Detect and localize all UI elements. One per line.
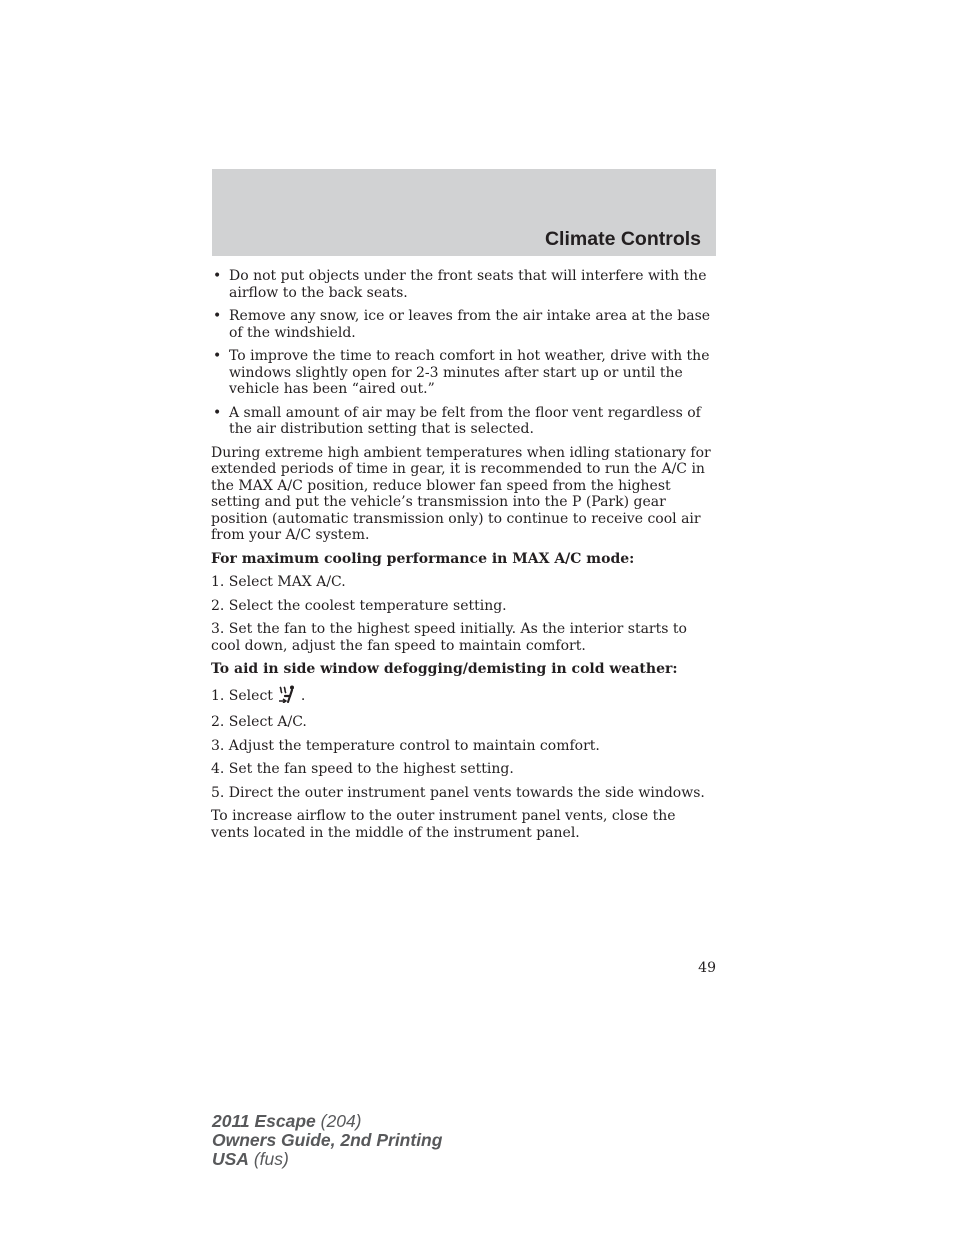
bullet-icon: •: [213, 268, 222, 284]
max-cooling-step: 3. Set the fan to the highest speed initially. As the interior starts to cool down, adjust the fan speed to maintain comfort.: [211, 621, 687, 654]
defog-heading: To aid in side window defogging/demisting in cold weather:: [211, 661, 678, 677]
section-title: Climate Controls: [544, 228, 701, 250]
list-item: • Do not put objects under the front seats that will interfere with the airflow to the back seats.: [213, 268, 707, 301]
bullet-icon: •: [213, 348, 222, 364]
defog-step: 1. Select .: [211, 685, 717, 708]
bullet-icon: •: [213, 308, 222, 324]
defog-step: 5. Direct the outer instrument panel vents towards the side windows.: [211, 784, 705, 801]
footer-line-guide: Owners Guide, 2nd Printing: [212, 1130, 443, 1150]
bullet-icon: •: [213, 404, 222, 421]
footer-line-market: USA (fus): [212, 1149, 289, 1169]
page-content: [211, 268, 717, 848]
max-cooling-step: 2. Select the coolest temperature setting.: [211, 597, 507, 614]
max-cooling-step: 1. Select MAX A/C.: [211, 574, 346, 590]
list-item: • To improve the time to reach comfort in hot weather, drive with the windows slightly open for 2-3 minutes after start up or until the vehicle has been “aired out.”: [213, 348, 710, 397]
tips-list: [211, 268, 717, 438]
section-header-band: [212, 169, 716, 256]
defog-step: 4. Set the fan speed to the highest setting.: [211, 761, 514, 777]
footer-line-model: 2011 Escape (204): [212, 1111, 362, 1131]
defog-step: 2. Select A/C.: [211, 714, 307, 730]
defog-step: 3. Adjust the temperature control to maintain comfort.: [211, 737, 600, 754]
max-cooling-heading: For maximum cooling performance in MAX A/C mode:: [211, 550, 635, 567]
airflow-paragraph: To increase airflow to the outer instrument panel vents, close the vents located in the middle of the instrument panel.: [211, 808, 676, 841]
list-item: • A small amount of air may be felt from the floor vent regardless of the air distribution setting that is selected.: [213, 404, 701, 437]
list-item: • Remove any snow, ice or leaves from the air intake area at the base of the windshield.: [213, 308, 711, 341]
footer: [212, 1112, 442, 1169]
page-number: 49: [698, 960, 716, 976]
floor-defrost-icon: [277, 685, 297, 708]
idle-paragraph: During extreme high ambient temperatures when idling stationary for extended periods of time in gear, it is recommended to run the A/C in the MAX A/C position, reduce blower fan speed from the highest setting and put the vehicle’s transmission into the P (Park) gear position (automatic transmission only) to continue to receive cool air from your A/C system.: [211, 444, 711, 543]
